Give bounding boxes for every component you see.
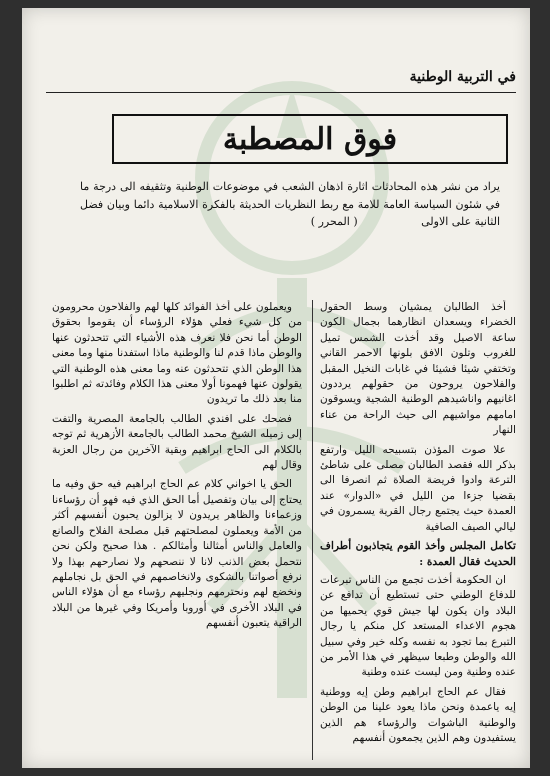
column-divider xyxy=(312,300,313,760)
paragraph: ان الحكومة أخذت تجمع من الناس تبرعات للدفاع الوطني حتى تستطيع أن تدافع عن البلاد وان يكون لها جيش قوي يحميها من هجوم الاعداء المستعد كل منكم يا رجال التبرع بما تجود به نفسه وكله خير وفي سبيل الله والوطن وطبعا سيظهر في هذا الأمر من عنده وطنية ومن ليست عنده وطنية xyxy=(320,573,516,679)
article-column-left xyxy=(52,300,302,762)
paragraph: فضحك على افندي الطالب بالجامعة المصرية والتفت إلى زميله الشيخ محمد الطالب بالجامعة الأزهرية ثم توجه بالكلام الى الحاج ابراهيم وبقية الآخرين من رجال العزبة وقال لهم xyxy=(52,412,302,472)
intro-text: يراد من نشر هذه المحادثات اثارة اذهان الشعب في موضوعات الوطنية وتثقيفه الى درجة ما في شئون السياسة العامة للامة مع ربط النظريات الحديثة بالفكرة الاسلامية دائما وبيان فضل الثانية على الاولى xyxy=(80,180,500,228)
article-title: فوق المصطبة xyxy=(222,121,398,157)
newspaper-page xyxy=(22,8,530,768)
article-column-right xyxy=(320,300,516,762)
paragraph: فقال عم الحاج ابراهيم وطن إيه ووطنية إيه ياعمدة ونحن ماذا يعود علينا من الوطن والوطنية الباشوات والرؤساء هم الذين يستفيدون وهم الذين يجمعون أنفسهم xyxy=(320,685,516,744)
section-label: في التربية الوطنية xyxy=(409,69,516,85)
article-title-box xyxy=(112,114,508,164)
paragraph: ويعملون على أخذ الفوائد كلها لهم والفلاحون محرومون من كل شيء فعلي هؤلاء الرؤساء أن يقوموا بحقوق الوطن أما نحن فلا نعرف هذه الأشياء التي تتحدثون عنها والوطن ماذا قدم لنا والوطنية ماذا استفدنا منها وما معنى هذا الوطن الذي تتحدثون عنه وما معنى هذه الوطنية التي يقولون عنها فهمونا أولا معنى هذا الكلام وفائدته ثم اطلبوا منا بعد ذلك ما تريدون xyxy=(52,301,302,406)
paragraph: أخذ الطالبان يمشيان وسط الحقول الخضراء ويسعدان انظارهما بجمال الكون ساعة الاصيل وقد أخذت الشمس تميل للغروب وتلون الافق بلونها الاحمر القاني وتختفي شيئا فشيئا في غابات النخيل المقبل والفلاحون يروحون من حقولهم يرددون اغانيهم واناشيدهم الوطنية الشجية ويسوقون امامهم مواشيهم الى حيث الراحة من عناء النهار xyxy=(320,301,516,437)
paragraph: تكامل المجلس وأخذ القوم يتجاذبون أطراف الحديث فقال العمدة : xyxy=(320,540,516,568)
paragraph: علا صوت المؤذن بتسبيحه الليل وارتفع بذكر الله فقصد الطالبان مصلى على شاطئ الترعة وادوا فريضة الصلاة ثم انصرفا الى بقضيا جزءا من الليل في «الدوار» عند العمدة حيث يجتمع رجال القرية يسمرون في ليالي الصيف الصافية xyxy=(320,443,516,533)
article-intro xyxy=(80,178,500,282)
paragraph: الحق يا اخواني كلام عم الحاج ابراهيم فيه حق وفيه ما يحتاج إلى بيان وتفصيل أما الحق الذي فيه فهو أن رؤساءنا وزعماءنا والظاهر يريدون لا يزالون يحبون أنفسهم أكثر من الأمة ويعملون لمصلحتهم قبل مصلحة الفلاح والصانع والعامل والناس أمثالنا وأمثالكم . هذا صحيح ولكن نحن نتحمل بعض الذنب لانا لا ننصحهم ولا نصارحهم بهذا ولا نرفع أصواتنا بالشكوى ولانخاصمهم في الحق بل نجاملهم ونخضع لهم ونحترمهم ونجليهم رؤساء مع أن هؤلاء الناس في البلاد الأخرى في أوروبا وأمريكا وفي غيرها من البلاد الراقية يتعبون أنفسهم xyxy=(52,478,302,630)
intro-signature: ( المحرر ) xyxy=(310,215,358,228)
header-rule xyxy=(46,92,516,93)
